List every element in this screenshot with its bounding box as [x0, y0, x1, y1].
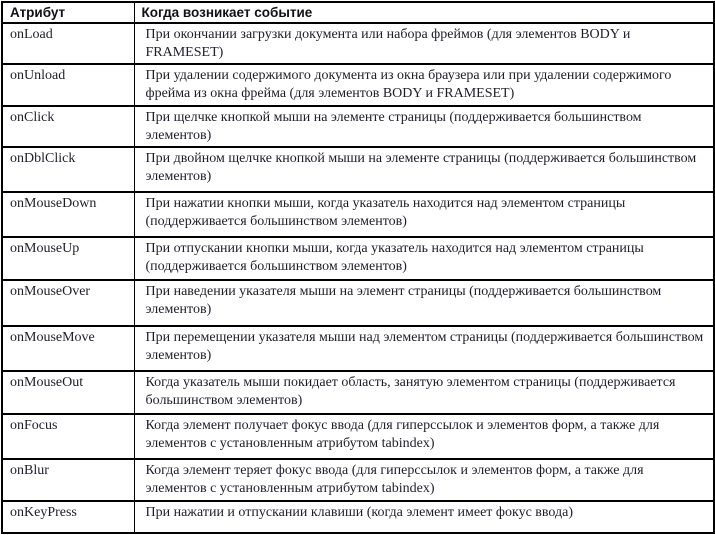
description-cell: При нажатии кнопки мыши, когда указатель находится над элементом страницы (поддерживается большинством элементов): [134, 192, 714, 237]
attribute-cell: onKeyPress: [2, 501, 134, 533]
description-cell: При щелчке кнопкой мыши на элементе страницы (поддерживается большинством элементов): [134, 106, 714, 147]
description-cell: При отпускании кнопки мыши, когда указатель находится над элементом страницы (поддерживается большинством элементов): [134, 237, 714, 280]
attribute-cell: onMouseDown: [2, 192, 134, 237]
description-cell: Когда указатель мыши покидает область, занятую элементом страницы (поддерживается большинством элементов): [134, 371, 714, 414]
table-row: [2, 459, 714, 501]
table-row: [2, 501, 714, 533]
column-header-event: Когда возникает событие: [134, 2, 714, 23]
description-cell: Когда элемент теряет фокус ввода (для гиперссылок и элементов форм, а также для элементов с установленным атрибутом tabindex): [134, 459, 714, 501]
attribute-cell: onMouseOver: [2, 280, 134, 326]
table-header-row: [2, 2, 714, 23]
table-row: [2, 237, 714, 280]
attribute-cell: onLoad: [2, 23, 134, 64]
description-cell: Когда элемент получает фокус ввода (для гиперссылок и элементов форм, а также для элементов с установленным атрибутом tabindex): [134, 414, 714, 459]
description-cell: При перемещении указателя мыши над элементом страницы (поддерживается большинством элементов): [134, 326, 714, 371]
attribute-cell: onBlur: [2, 459, 134, 501]
table-row: [2, 64, 714, 106]
table-row: [2, 23, 714, 64]
attribute-cell: onFocus: [2, 414, 134, 459]
description-cell: При удалении содержимого документа из окна браузера или при удалении содержимого фрейма из окна фрейма (для элементов BODY и FRAMESET): [134, 64, 714, 106]
column-header-attribute: Атрибут: [2, 2, 134, 23]
attribute-cell: onUnload: [2, 64, 134, 106]
table-row: [2, 192, 714, 237]
attribute-cell: onDblClick: [2, 147, 134, 192]
table-row: [2, 280, 714, 326]
attribute-cell: onClick: [2, 106, 134, 147]
description-cell: При окончании загрузки документа или набора фреймов (для элементов BODY и FRAMESET): [134, 23, 714, 64]
table-row: [2, 371, 714, 414]
attribute-cell: onMouseUp: [2, 237, 134, 280]
events-table: [1, 1, 715, 534]
description-cell: При нажатии и отпускании клавиши (когда элемент имеет фокус ввода): [134, 501, 714, 533]
table-row: [2, 106, 714, 147]
description-cell: При двойном щелчке кнопкой мыши на элементе страницы (поддерживается большинством элементов): [134, 147, 714, 192]
table-row: [2, 414, 714, 459]
table-row: [2, 326, 714, 371]
description-cell: При наведении указателя мыши на элемент страницы (поддерживается большинством элементов): [134, 280, 714, 326]
table-row: [2, 147, 714, 192]
attribute-cell: onMouseOut: [2, 371, 134, 414]
attribute-cell: onMouseMove: [2, 326, 134, 371]
